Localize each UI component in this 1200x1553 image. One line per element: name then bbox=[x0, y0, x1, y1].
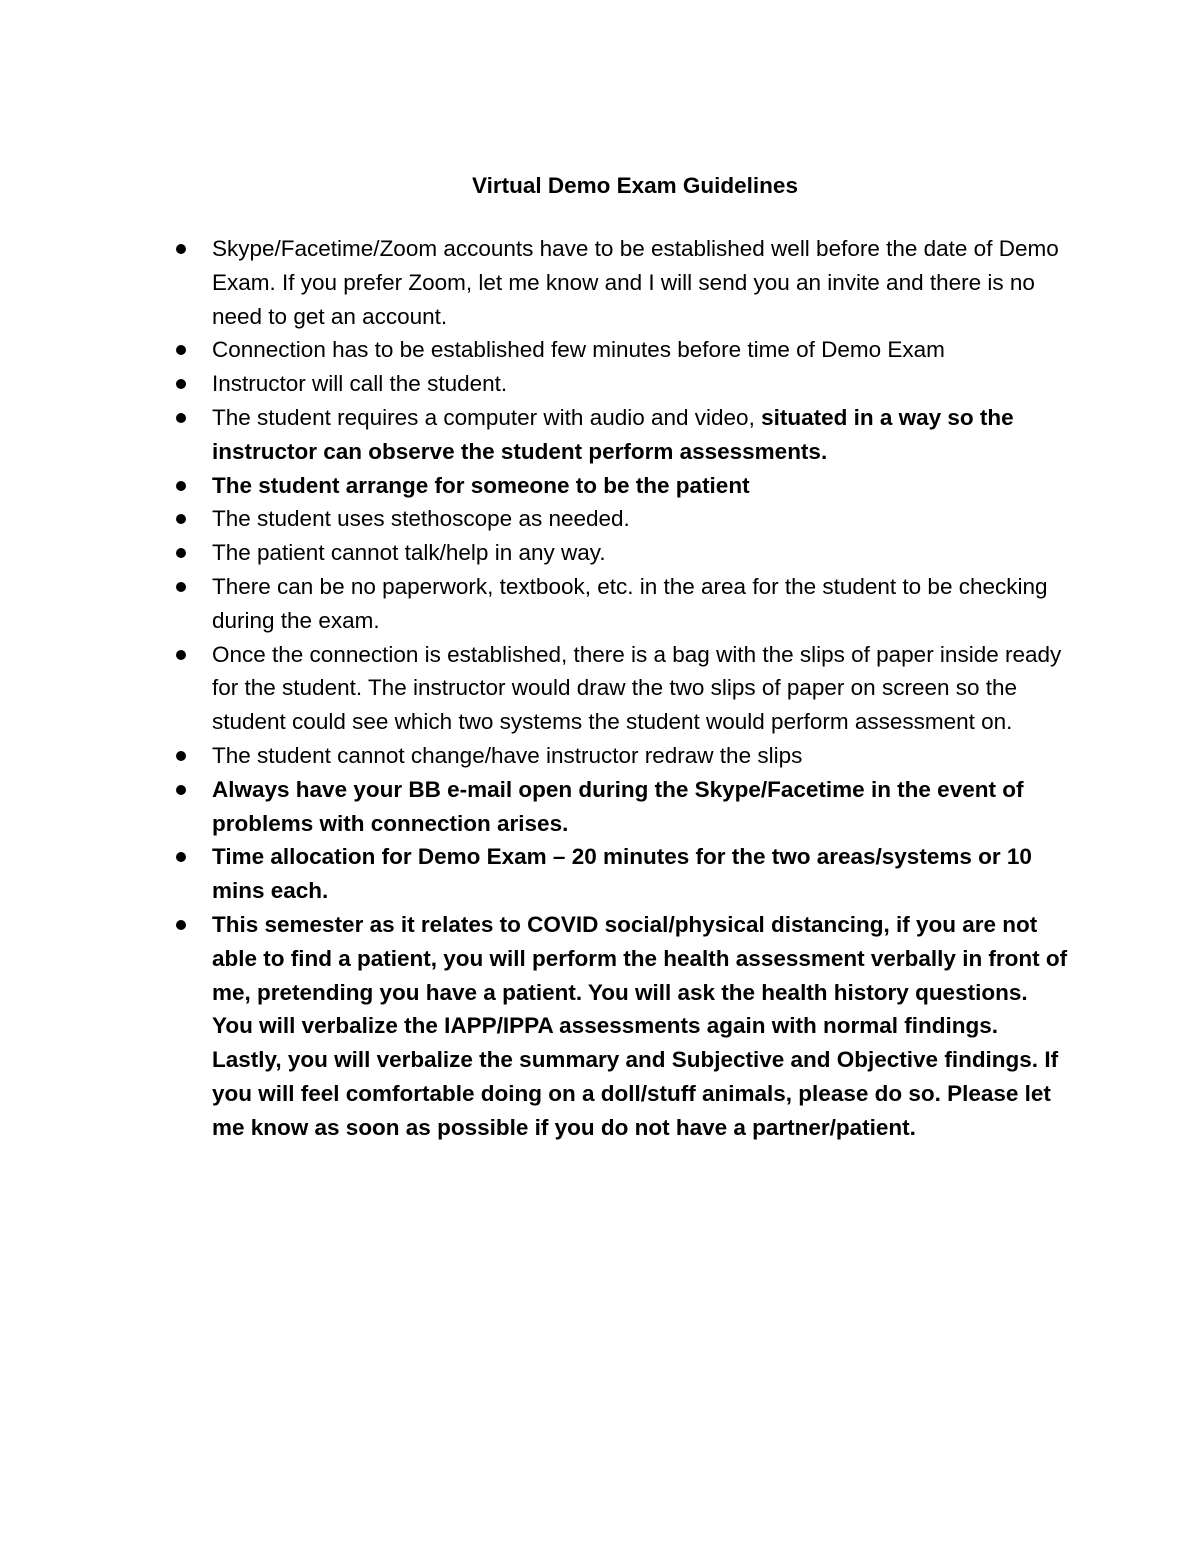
list-item bbox=[212, 367, 1072, 401]
list-item bbox=[212, 502, 1072, 536]
list-item bbox=[212, 570, 1072, 638]
item-text-bold: Always have your BB e-mail open during the Skype/Facetime in the event of problems with connection arises. bbox=[212, 776, 1024, 836]
list-item bbox=[212, 536, 1072, 570]
bullet-icon bbox=[176, 514, 186, 524]
bullet-icon bbox=[176, 785, 186, 795]
bullet-icon bbox=[176, 379, 186, 389]
bullet-icon bbox=[176, 481, 186, 491]
list-item bbox=[212, 232, 1072, 333]
list-item bbox=[212, 739, 1072, 773]
item-text: The patient cannot talk/help in any way. bbox=[212, 540, 606, 566]
item-text-bold: situated in a way so the instructor can observe the student perform assessments. bbox=[212, 404, 1014, 464]
item-text: Connection has to be established few minutes before time of Demo Exam bbox=[212, 337, 945, 363]
item-text-bold: Time allocation for Demo Exam – 20 minutes for the two areas/systems or 10 mins each. bbox=[212, 844, 1032, 904]
list-item bbox=[212, 908, 1072, 1145]
bullet-icon bbox=[176, 582, 186, 592]
list-item bbox=[212, 401, 1072, 469]
bullet-icon bbox=[176, 345, 186, 355]
item-text: Once the connection is established, there is a bag with the slips of paper inside ready for the student. The instructor would draw the two slips of paper on screen so the student could see which two systems the student would perform assessment on. bbox=[212, 641, 1062, 735]
list-item bbox=[212, 840, 1072, 908]
item-text: There can be no paperwork, textbook, etc. in the area for the student to be checking during the exam. bbox=[212, 573, 1048, 633]
item-text: Skype/Facetime/Zoom accounts have to be established well before the date of Demo Exam. If you prefer Zoom, let me know and I will send you an invite and there is no need to get an account. bbox=[212, 236, 1059, 329]
list-item bbox=[212, 333, 1072, 367]
bullet-icon bbox=[176, 244, 186, 254]
list-item bbox=[212, 773, 1072, 841]
bullet-icon bbox=[176, 920, 186, 930]
bullet-icon bbox=[176, 852, 186, 862]
item-text-bold: This semester as it relates to COVID social/physical distancing, if you are not able to find a patient, you will perform the health assessment verbally in front of me, pretending you have a patient. You will ask the health history questions. You will verbalize the IAPP/IPPA assessments again with normal findings. Lastly, you will verbalize the summary and Subjective and Objective findings. If you will feel comfortable doing on a doll/stuff animals, please do so. Please let me know as soon as possible if you do not have a partner/patient. bbox=[212, 911, 1068, 1140]
list-item bbox=[212, 469, 1072, 503]
bullet-icon bbox=[176, 751, 186, 761]
bullet-icon bbox=[176, 548, 186, 558]
bullet-icon bbox=[176, 413, 186, 423]
document-title: Virtual Demo Exam Guidelines bbox=[472, 173, 798, 198]
bullet-icon bbox=[176, 650, 186, 660]
item-text: The student uses stethoscope as needed. bbox=[212, 506, 630, 532]
list-item bbox=[212, 638, 1072, 739]
guidelines-list bbox=[212, 232, 1072, 1145]
item-text: The student cannot change/have instructor redraw the slips bbox=[212, 742, 803, 768]
item-text: Instructor will call the student. bbox=[212, 371, 508, 397]
item-text: The student requires a computer with audio and video, bbox=[212, 404, 762, 430]
item-text-bold: The student arrange for someone to be the patient bbox=[212, 472, 750, 498]
